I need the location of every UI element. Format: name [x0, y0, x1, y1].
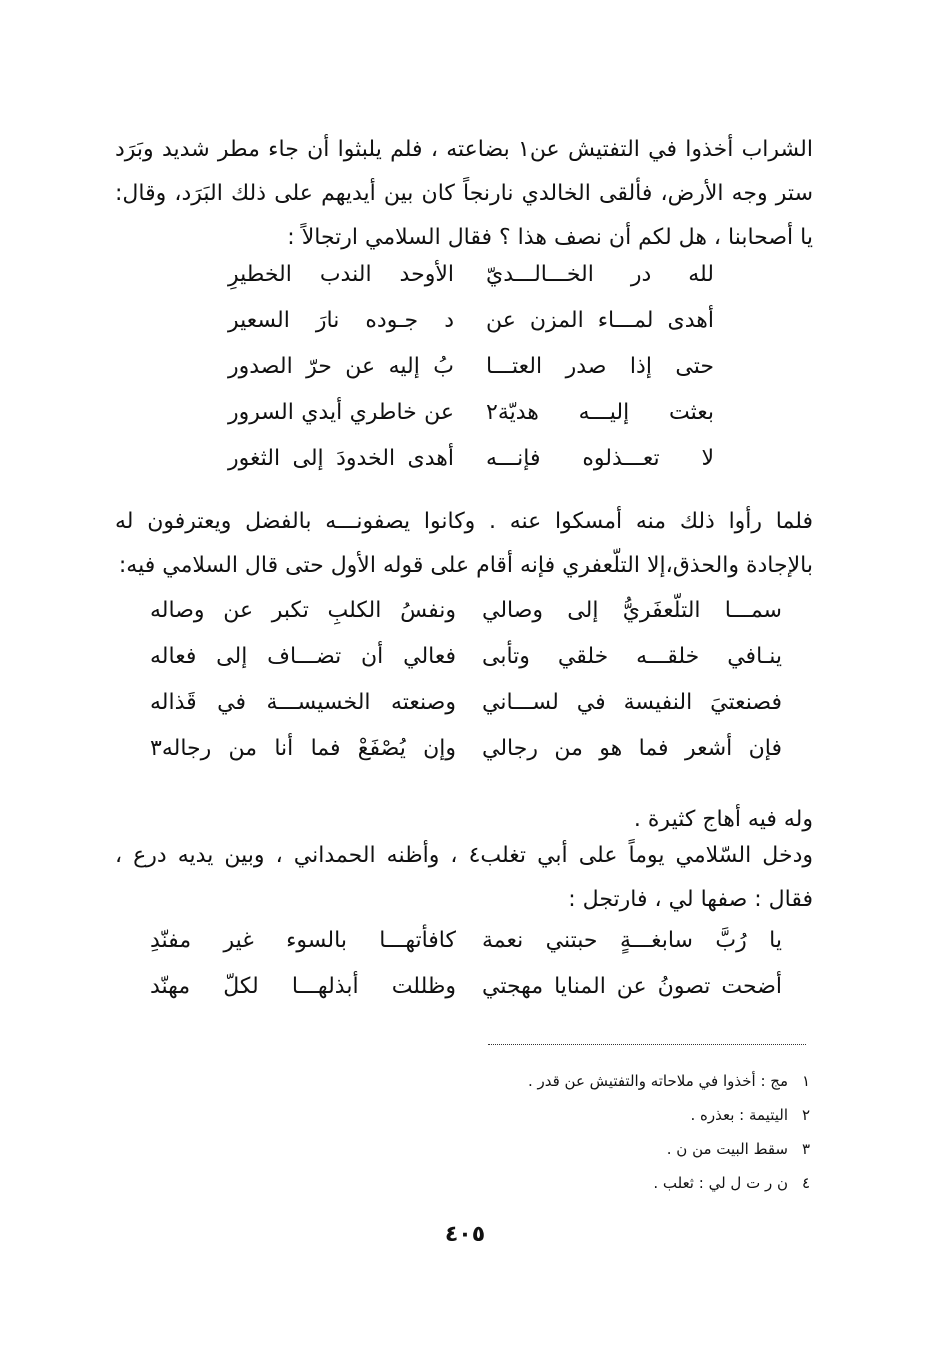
paragraph-2 — [115, 500, 813, 588]
verse-first-hemistich: لله در الخـــالـــديّ — [486, 262, 714, 287]
verse-second-hemistich: كافأتهـــا بالسوء غير مفنّدِ — [150, 928, 456, 953]
poem-2 — [150, 598, 782, 782]
verse-second-hemistich: عن خاطري أيدي السرور — [228, 400, 454, 425]
footnote-text: ن ر ت ل لي : ثعلب . — [653, 1174, 788, 1192]
verse-second-hemistich: وظللت أبذلهـــا لكلّ مهنّد — [150, 974, 456, 999]
footnote — [520, 1132, 810, 1166]
footnote-number: ١ — [801, 1072, 810, 1090]
verse-line — [228, 354, 714, 400]
verse-second-hemistich: الأوحد الندب الخطيرِ — [228, 262, 454, 287]
verse-second-hemistich: د جـوده نارَ السعير — [228, 308, 454, 333]
verse-first-hemistich: لا تعـــذلوه فإنـــه — [486, 446, 714, 471]
verse-first-hemistich: بعثت إليـــه هديّة٢ — [486, 400, 714, 425]
footnote-number: ٢ — [801, 1106, 810, 1124]
text-line: فقال : صفها لي ، فارتجل : — [568, 887, 813, 912]
verse-second-hemistich: ونفسُ الكلبِ تكبر عن وصاله — [150, 598, 456, 623]
verse-line — [228, 262, 714, 308]
footnote-text: مج : أخذوا في ملاحاته والتفتيش عن قدر . — [527, 1072, 788, 1090]
verse-line — [150, 928, 782, 974]
footnote-number: ٣ — [801, 1140, 810, 1158]
verse-second-hemistich: وإن يُصْفَعْ فما أنا من رجاله٣ — [150, 736, 456, 761]
paragraph-4 — [115, 834, 813, 922]
footnote — [520, 1098, 810, 1132]
verse-line — [150, 974, 782, 1020]
verse-second-hemistich: أهدى الخدودَ إلى الثغور — [228, 446, 454, 471]
footnote-text: سقط البيت من ن . — [666, 1140, 788, 1158]
verse-first-hemistich: يا رُبَّ سابغـــةٍ حبتني نعمة — [482, 928, 782, 953]
verse-second-hemistich: فعالي أن تضـــاف إلى فعاله — [150, 644, 456, 669]
verse-second-hemistich: وصنعته الخسيســـة في قَذاله — [150, 690, 456, 715]
verse-first-hemistich: فصنعتيَ النفيسة في لســـاني — [482, 690, 782, 715]
verse-line — [150, 644, 782, 690]
poem-1 — [228, 262, 714, 492]
footnote — [520, 1064, 810, 1098]
footnote-text: اليتيمة : بعذره . — [690, 1106, 788, 1124]
text-line: الشراب أخذوا في التفتيش عن١ بضاعته ، فلم يلبثوا أن جاء مطر شديد وبَرَد — [115, 137, 813, 162]
footnote-number: ٤ — [801, 1174, 810, 1192]
page-number: ٤٠٥ — [444, 1222, 486, 1247]
text-line: يا أصحابنا ، هل لكم أن نصف هذا ؟ فقال السلامي ارتجالاً : — [287, 225, 813, 250]
verse-first-hemistich: أهدى لمـــاء المزن عن — [486, 308, 714, 333]
text-line: فلما رأوا ذلك منه أمسكوا عنه . وكانوا يصفونـــه بالفضل ويعترفون له — [115, 509, 813, 534]
verse-first-hemistich: سمـــا التلّعفَريُّ إلى وصالي — [482, 598, 782, 623]
footnotes — [520, 1064, 810, 1200]
verse-first-hemistich: ينـافي خلقـــه خلقي وتأبى — [482, 644, 782, 669]
poem-3 — [150, 928, 782, 1020]
verse-first-hemistich: أضحت تصونُ عن المنايا مهجتي — [482, 974, 782, 999]
verse-line — [228, 446, 714, 492]
text-line: ودخل السّلامي يوماً على أبي تغلب٤ ، وأظنه الحمداني ، وبين يديه درع ، — [115, 843, 813, 868]
text-line: وله فيه أهاج كثيرة . — [633, 807, 813, 832]
verse-line — [150, 736, 782, 782]
verse-line — [150, 598, 782, 644]
verse-first-hemistich: حتى إذا صدر العتـــا — [486, 354, 714, 379]
text-line: بالإجادة والحذق،إلا التلّعفري فإنه أقام على قوله الأول حتى قال السلامي فيه: — [118, 553, 813, 578]
verse-line — [228, 308, 714, 354]
text-line: ستر وجه الأرض، فألقى الخالدي نارنجاً كان بين أيديهم على ذلك البَرَد، وقال: — [115, 181, 813, 206]
verse-line — [150, 690, 782, 736]
paragraph-1 — [115, 128, 813, 260]
verse-line — [228, 400, 714, 446]
footnote — [520, 1166, 810, 1200]
verse-second-hemistich: بُ إليه عن حرّ الصدور — [228, 354, 454, 379]
verse-first-hemistich: فإن أشعر فما هو من رجالي — [482, 736, 782, 761]
footnote-separator — [488, 1044, 806, 1045]
